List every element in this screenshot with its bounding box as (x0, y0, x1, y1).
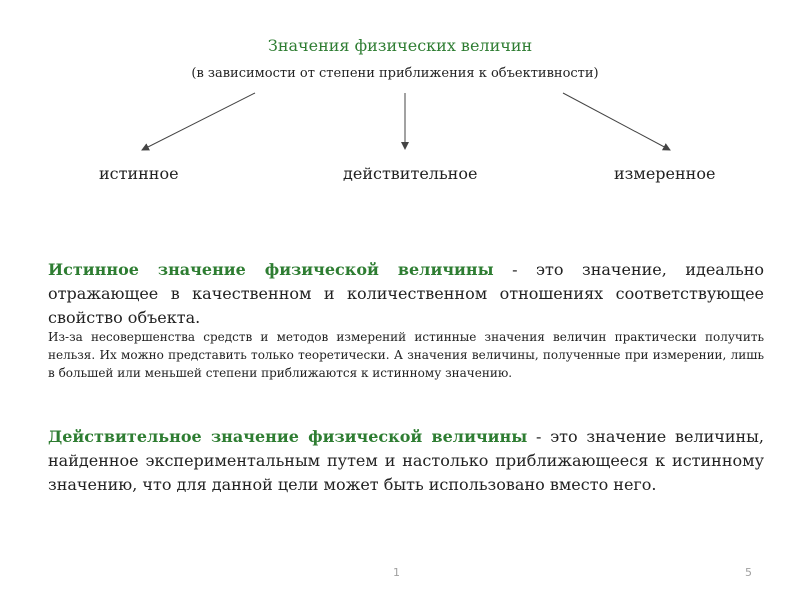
node-true-value: истинное (99, 164, 179, 183)
node-actual-value: действительное (343, 164, 478, 183)
arrow-left (142, 93, 255, 150)
true-value-term: Истинное значение физической величины (48, 260, 494, 279)
actual-value-text: - это значение величины, найденное экспериментальным путем и настолько приближающееся к истинному значению, что для данной цели может быть использовано вместо него. (48, 427, 765, 494)
true-value-note: Из-за несовершенства средств и методов измерений истинные значения величин практически получить нельзя. Их можно представить только теоретически. А значения величины, полученные при измерении, лишь в большей или меньшей степени приближаются к истинному значению. (48, 330, 764, 380)
slide-number-right: 5 (745, 566, 752, 579)
diagram-title: Значения физических величин (267, 36, 533, 55)
true-value-text: - это значение, идеально отражающее в качественном и количественном отношениях соответствующее свойство объекта. (48, 260, 765, 327)
true-value-definition (48, 258, 764, 330)
arrow-right (563, 93, 670, 150)
node-measured-value: измеренное (614, 164, 716, 183)
actual-value-definition (48, 425, 764, 497)
actual-value-term: Действительное значение физической величины (48, 427, 528, 446)
diagram-subtitle: (в зависимости от степени приближения к объективности) (191, 66, 599, 81)
slide-number-left: 1 (393, 566, 400, 579)
